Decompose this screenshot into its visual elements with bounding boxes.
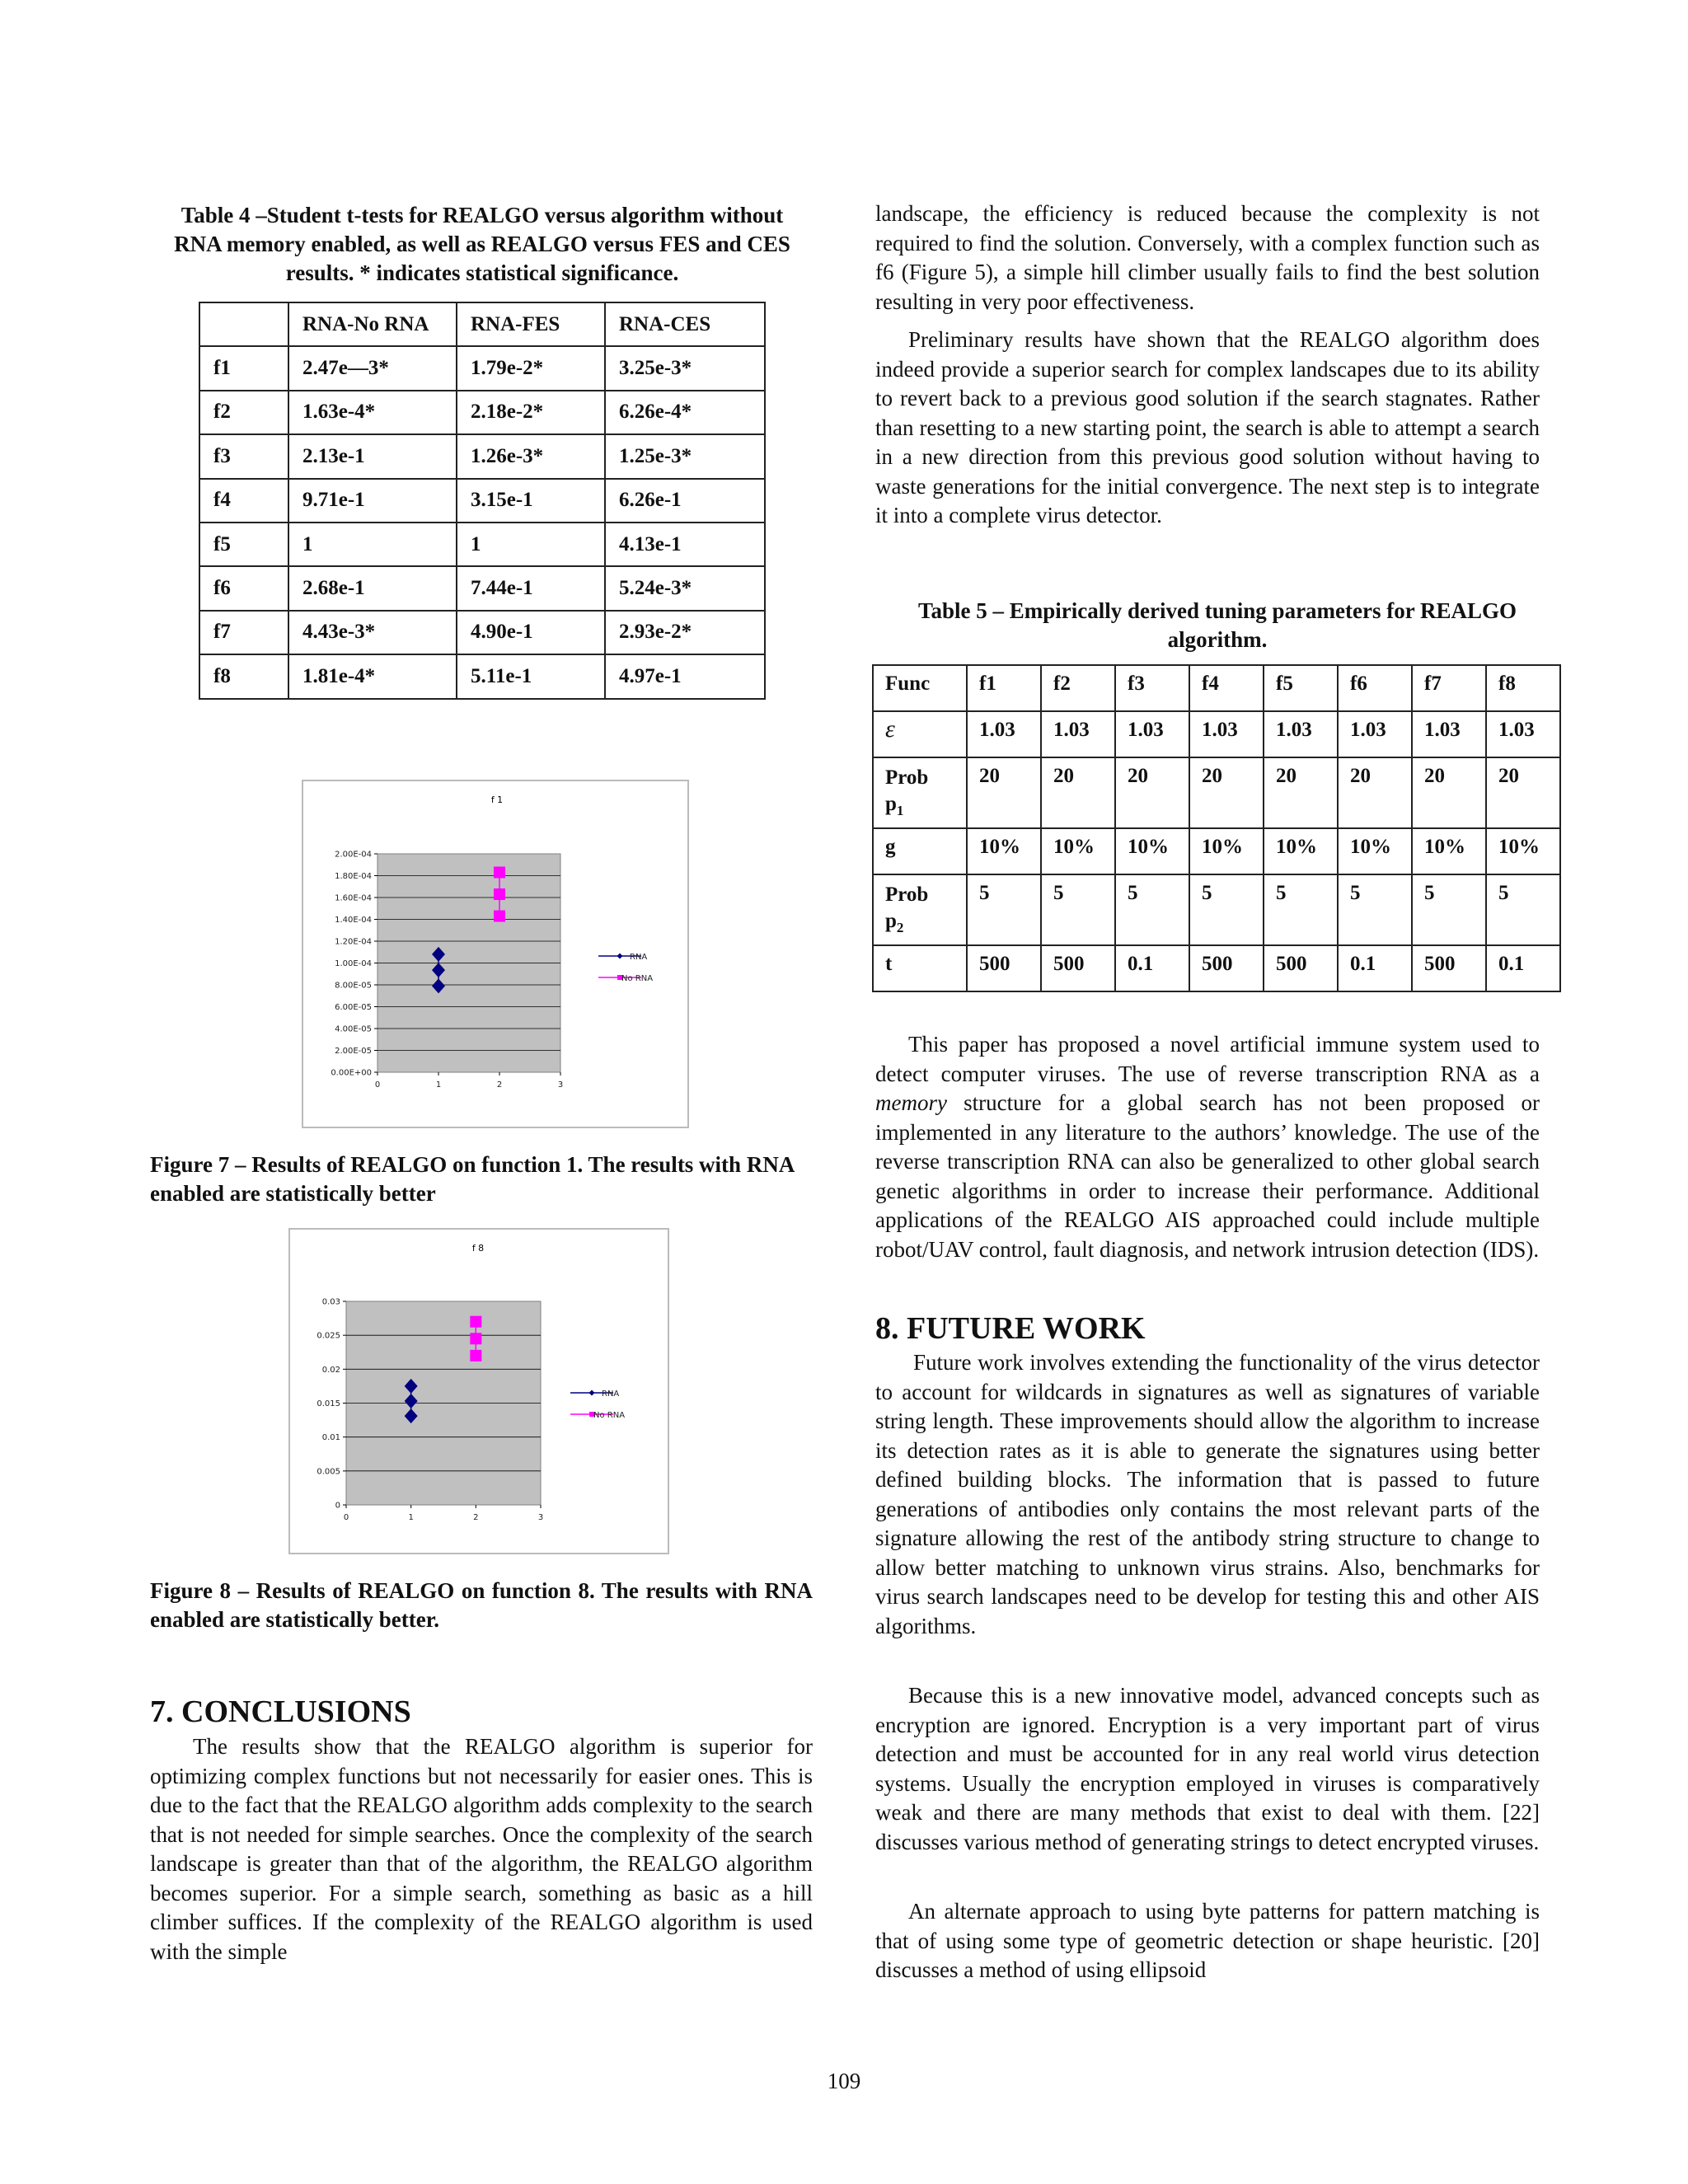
table-cell: 5 (1486, 874, 1560, 945)
table5-caption: Table 5 – Empirically derived tuning parameters for REALGO algorithm. (918, 598, 1517, 652)
table-cell: 20 (1486, 757, 1560, 828)
table-cell: 7.44e-1 (457, 566, 605, 610)
right-paragraph-5: Because this is a new innovative model, advanced concepts such as encryption are ignored. Encryption is a very important part of virus detection and must be accounted for in any real world virus detection systems. Usually the encryption employed in viruses is comparatively weak and there are many methods that exist to deal with them. [22] discusses various method of generating strings to detect encrypted viruses. (875, 1683, 1540, 1854)
table-cell: 5.11e-1 (457, 654, 605, 698)
table-cell (873, 874, 967, 945)
table-cell: t (873, 945, 967, 991)
table-cell: 1.03 (1486, 711, 1560, 757)
table-cell: f4 (1189, 665, 1264, 711)
x-tick-label: 1 (408, 1513, 414, 1522)
figure7-plot (303, 781, 687, 1127)
table-cell: 500 (1412, 945, 1486, 991)
table-cell: f2 (199, 391, 288, 434)
data-point (494, 911, 505, 922)
table-cell: f8 (199, 654, 288, 698)
table-cell: 20 (1412, 757, 1486, 828)
y-tick-label: 0.01 (321, 1433, 340, 1443)
y-tick-label: 4.00E-05 (335, 1024, 372, 1034)
table-cell: f5 (1264, 665, 1338, 711)
y-tick-label: 2.00E-05 (335, 1047, 372, 1056)
table4-caption: Table 4 –Student t-tests for REALGO versus algorithm without RNA memory enabled, as well as REALGO versus FES and CES results. * indicates statistical significance. (174, 203, 790, 285)
table-cell: 1.25e-3* (605, 434, 765, 478)
table-cell: 1.03 (1412, 711, 1486, 757)
data-point (470, 1333, 481, 1344)
table-header-row (873, 665, 1560, 711)
table-cell: 5 (1264, 874, 1338, 945)
table-row (873, 945, 1560, 991)
table-row (199, 346, 765, 390)
right-paragraph-4: Future work involves extending the functionality of the virus detector to account for wildcards in signatures as well as signatures of variable string length. These improvements should allow the algorithm to increase its detection rates as it is able to generate the signatures using better defined building blocks. The information that is passed to future generations of antibodies only contains the most relevant parts of the signature allowing the rest of the antibody string structure to change to allow better matching to unknown virus strains. Also, benchmarks for virus search landscapes need to be develop for testing this and other AIS algorithms. (875, 1350, 1540, 1638)
table-cell: 10% (1412, 828, 1486, 874)
table-cell: 5 (1412, 874, 1486, 945)
table-cell: 4.43e-3* (288, 611, 457, 654)
data-point (494, 867, 505, 879)
table4 (199, 302, 766, 700)
table-cell: 6.26e-4* (605, 391, 765, 434)
table-cell: 20 (1041, 757, 1115, 828)
y-tick-label: 0 (335, 1501, 340, 1511)
table-row (199, 654, 765, 698)
table-row (199, 434, 765, 478)
y-tick-label: 6.00E-05 (335, 1003, 372, 1012)
p3-emphasis: memory (875, 1090, 947, 1115)
section8-heading: 8. FUTURE WORK (875, 1311, 1146, 1346)
table-cell: 1.63e-4* (288, 391, 457, 434)
table-cell: 2.68e-1 (288, 566, 457, 610)
table-cell: 4.97e-1 (605, 654, 765, 698)
table-cell: 5 (967, 874, 1041, 945)
table-cell: 9.71e-1 (288, 479, 457, 523)
table-row (199, 611, 765, 654)
table-cell: 1.03 (1338, 711, 1412, 757)
table-cell: 20 (967, 757, 1041, 828)
table-cell: 1 (288, 523, 457, 566)
y-tick-label: 0.025 (316, 1331, 340, 1341)
table-cell: 5 (1115, 874, 1189, 945)
table-row (199, 391, 765, 434)
table-cell: 0.1 (1115, 945, 1189, 991)
table-cell: 6.26e-1 (605, 479, 765, 523)
table-cell: f6 (1338, 665, 1412, 711)
table-cell: f5 (199, 523, 288, 566)
table-cell: 5 (1189, 874, 1264, 945)
figure7-caption: Figure 7 – Results of REALGO on function 1. The results with RNA enabled are statistically better (150, 1152, 794, 1206)
table-row (873, 711, 1560, 757)
x-tick-label: 2 (473, 1513, 479, 1522)
table-header-row (199, 302, 765, 346)
table-cell: 20 (1115, 757, 1189, 828)
y-tick-label: 1.60E-04 (335, 893, 372, 903)
table-cell: RNA-CES (605, 302, 765, 346)
table-cell: 20 (1338, 757, 1412, 828)
table-cell: 500 (1041, 945, 1115, 991)
table-cell: 10% (1041, 828, 1115, 874)
table-row (873, 828, 1560, 874)
table-cell: 1.79e-2* (457, 346, 605, 390)
page-number: 109 (827, 2069, 861, 2093)
table-cell: 1.26e-3* (457, 434, 605, 478)
x-tick-label: 3 (537, 1513, 544, 1522)
table-cell: 500 (1189, 945, 1264, 991)
table-cell: g (873, 828, 967, 874)
y-tick-label: 0.03 (321, 1297, 340, 1307)
table-cell: 3.15e-1 (457, 479, 605, 523)
table-cell: 1.03 (967, 711, 1041, 757)
table-cell: 10% (1115, 828, 1189, 874)
table-cell: 5 (1338, 874, 1412, 945)
legend-marker (617, 954, 623, 959)
param-subscript: 1 (896, 803, 904, 818)
table-cell: 20 (1264, 757, 1338, 828)
legend-label: No RNA (593, 1411, 626, 1420)
figure8-plot (290, 1230, 668, 1553)
table-cell: Func (873, 665, 967, 711)
table-cell: f6 (199, 566, 288, 610)
table-cell: ε (873, 711, 967, 757)
y-tick-label: 0.005 (316, 1467, 340, 1477)
y-tick-label: 0.02 (321, 1365, 340, 1375)
table-cell: f1 (199, 346, 288, 390)
p3-text-b: structure for a global search has not been proposed or implemented in any literature to the authors’ knowledge. The use of the reverse transcription RNA can also be generalized to other global search genetic algorithms in order to increase their performance. Additional applications of the REALGO AIS approached could include multiple robot/UAV control, fault diagnosis, and network intrusion detection (IDS). (875, 1090, 1540, 1262)
table-cell: 10% (1338, 828, 1412, 874)
table-row (199, 523, 765, 566)
chart-title: f 1 (490, 794, 504, 805)
y-tick-label: 2.00E-04 (335, 850, 372, 860)
right-paragraph-2: Preliminary results have shown that the REALGO algorithm does indeed provide a superior search for complex landscapes due to its ability to revert back to a previous good solution if the search stagnates. Rather than resetting to a new starting point, the search is able to attempt a search in a new direction from this previous good solution without having to waste generations for the initial convergence. The next step is to integrate it into a complete virus detector. (875, 327, 1540, 527)
table-row (873, 874, 1560, 945)
y-tick-label: 1.40E-04 (335, 916, 372, 925)
table-row (199, 479, 765, 523)
figure8-caption: Figure 8 – Results of REALGO on function 8. The results with RNA enabled are statistically better. (150, 1578, 813, 1632)
x-tick-label: 2 (496, 1080, 503, 1090)
table-row (199, 566, 765, 610)
table5 (872, 664, 1561, 992)
right-paragraph-1: landscape, the efficiency is reduced because the complexity is not required to find the solution. Conversely, with a complex function such as f6 (Figure 5), a simple hill climber usually fails to find the best solution resulting in very poor effectiveness. (875, 201, 1540, 314)
table-cell: 0.1 (1486, 945, 1560, 991)
y-tick-label: 1.20E-04 (335, 937, 372, 947)
section7-paragraph: The results show that the REALGO algorithm is superior for optimizing complex functions but not necessarily for easier ones. This is due to the fact that the REALGO algorithm adds complexity to the search that is not needed for simple searches. Once the complexity of the search landscape is greater than that of the algorithm, the REALGO algorithm becomes superior. For a simple search, something as basic as a hill climber suffices. If the complexity of the REALGO algorithm is used with the simple (150, 1734, 813, 1964)
table-cell: 5 (1041, 874, 1115, 945)
table-cell: 1.03 (1264, 711, 1338, 757)
figure8-chart (288, 1228, 669, 1554)
data-point (494, 888, 505, 900)
right-paragraph-3 (875, 1030, 1540, 1264)
y-tick-label: 0.015 (316, 1399, 340, 1408)
x-tick-label: 3 (557, 1080, 564, 1090)
table-cell: 500 (1264, 945, 1338, 991)
data-point (470, 1350, 481, 1361)
p3-text-a: This paper has proposed a novel artificial immune system used to detect computer viruses. The use of reverse transcription RNA as a (875, 1032, 1540, 1086)
table-cell: 10% (967, 828, 1041, 874)
table-cell: 1.03 (1189, 711, 1264, 757)
table-row (873, 757, 1560, 828)
table-cell: 4.13e-1 (605, 523, 765, 566)
table-cell: 1.03 (1041, 711, 1115, 757)
table-cell: 10% (1189, 828, 1264, 874)
param-label: p (885, 793, 897, 815)
table-cell: 5.24e-3* (605, 566, 765, 610)
legend-label: RNA (602, 1390, 620, 1399)
prob-label: Prob (885, 766, 929, 789)
right-paragraph-6: An alternate approach to using byte patterns for pattern matching is that of using some type of geometric detection or shape heuristic. [20] discusses a method of using ellipsoid (875, 1899, 1540, 1982)
table-cell: 10% (1264, 828, 1338, 874)
table-cell: 4.90e-1 (457, 611, 605, 654)
table-cell: f1 (967, 665, 1041, 711)
table-cell (199, 302, 288, 346)
table-cell: 1 (457, 523, 605, 566)
table-cell: 10% (1486, 828, 1560, 874)
table-cell: 500 (967, 945, 1041, 991)
table-cell: 3.25e-3* (605, 346, 765, 390)
section7-heading: 7. CONCLUSIONS (150, 1694, 411, 1729)
table-cell: RNA-No RNA (288, 302, 457, 346)
table-cell: 2.18e-2* (457, 391, 605, 434)
param-label: p (885, 910, 897, 932)
data-point (470, 1316, 481, 1328)
legend-label: No RNA (621, 974, 654, 983)
legend-marker (589, 1390, 595, 1396)
table-cell: f8 (1486, 665, 1560, 711)
table-cell: f3 (199, 434, 288, 478)
y-tick-label: 1.00E-04 (335, 959, 372, 968)
table-cell: 2.47e—3* (288, 346, 457, 390)
table-cell: 0.1 (1338, 945, 1412, 991)
table-cell: RNA-FES (457, 302, 605, 346)
table-cell: f2 (1041, 665, 1115, 711)
y-tick-label: 8.00E-05 (335, 981, 372, 991)
y-tick-label: 1.80E-04 (335, 872, 372, 881)
table-cell: f4 (199, 479, 288, 523)
prob-label: Prob (885, 883, 929, 906)
x-tick-label: 0 (343, 1513, 349, 1522)
table-cell: f7 (1412, 665, 1486, 711)
chart-title: f 8 (471, 1243, 485, 1254)
table-cell: 2.93e-2* (605, 611, 765, 654)
param-subscript: 2 (896, 920, 904, 935)
table-cell: f3 (1115, 665, 1189, 711)
table-cell: 20 (1189, 757, 1264, 828)
x-tick-label: 1 (435, 1080, 442, 1090)
legend-label: RNA (630, 953, 648, 962)
table-cell: f7 (199, 611, 288, 654)
y-tick-label: 0.00E+00 (331, 1068, 372, 1078)
table-cell (873, 757, 967, 828)
x-tick-label: 0 (374, 1080, 381, 1090)
table-cell: 1.03 (1115, 711, 1189, 757)
figure7-chart (302, 780, 689, 1128)
table-cell: 1.81e-4* (288, 654, 457, 698)
table-cell: 2.13e-1 (288, 434, 457, 478)
